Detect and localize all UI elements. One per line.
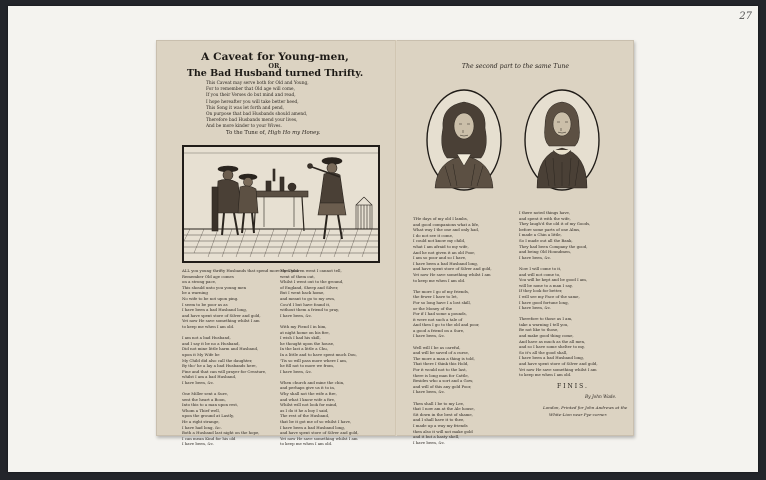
verse-line: Therefore bad Husbands mend your lives, [206,118,298,124]
verse-line: Both a Husband last night on the hope, [182,430,260,436]
woodcut-tavern-scene [182,145,380,263]
verse-line: to keep me when I am old. [519,372,572,378]
verse-line: 'Tis so will pass more where I am, [280,357,348,363]
portrait-man-image [425,88,503,192]
verse-line: My Child did also call the daughter, [182,357,253,363]
verse-line: and being Old Houndmen, [519,249,571,255]
verse-line: If you their Verses do but mind and read, [206,93,296,99]
verse-line: there is long man for Cattle, [413,372,469,378]
verse-line: I wish I had his skill, [280,335,321,341]
verse-line: and will be saved of a curse, [413,350,470,356]
verse-line: will be none to a man I say, [519,282,573,288]
verse-line: Fine and that can will prayer for Creature, [182,368,267,374]
verse-line: without them a friend to pray, [280,307,339,313]
verse-line: Yet now He save something whilst I am [519,366,597,372]
verse-line: I seem to be poor as as [182,301,228,307]
verse-line: I have been a bad Husband long, [519,355,585,361]
verse-line: In a little and to have spent much Dou, [280,351,357,357]
left-verses-col2 [280,268,375,447]
verse-line: and have spent store of Silver and gold, [182,312,261,318]
verse-line: I have been, &c. [413,333,446,339]
verse-line: So it's all the good shall, [519,349,568,355]
verse-line: ALL you young thrifty Husbands that spend more then you [182,268,299,273]
verse-line: and will of this any gold Poor, [413,383,472,389]
verse-line: he thought upon the house, [280,340,335,346]
verse-line: Yet now He save something whilst I am [280,435,358,441]
verse-line: I have been, &c. [182,379,215,385]
verse-line: as I do it he a boy I said, [280,407,329,413]
verse-line: When church and mine the chin, [280,379,345,385]
verse-line: it were not such a tale of [413,316,463,322]
verse-line: Whilst I went out to the ground, [280,279,344,285]
broadside-sheet [156,40,634,447]
verse-line: For it would not to the last, [413,367,467,373]
verse-line: No wife to be not upon ping. [182,295,239,301]
verse-line: Yet now He save something whilst I am [413,271,491,277]
verse-line: Whom a Thief well, [182,407,221,413]
verse-line: upon the ground at Lastly, [182,413,234,419]
folio-number: 27 [739,11,752,22]
verse-line: whilst I am a bad Husband, [182,374,237,380]
verse-line: I have been, &c. [182,441,215,447]
verse-line: went of them out, [280,273,315,279]
verse-line: I have been, &c. [280,312,313,318]
verse-line: For if I had some a pounds, [413,311,467,317]
verse-line: I have been, &c. [519,254,552,260]
verse-line: For to remember that Old age will come, [206,87,295,93]
verse-line: In the last a little a Chu, [280,346,328,352]
portrait-woman-woodcut [523,88,601,192]
verse-line: I have been, &c. [519,305,552,311]
verse-line: of England, Sheep and Silver, [280,284,339,290]
verse-line: Therefore to those as I am, [519,316,573,322]
verse-line: Into this to a man upon rest, [182,402,239,408]
verse-line: be a warning [182,290,208,296]
verse-line: And have as much as the all men, [519,338,586,344]
verse-line: and what I know wife a fire, [280,396,336,402]
verse-line: Besides who a sort and a Gow, [413,378,474,384]
verse-line: to keep me when I am old. [280,441,333,447]
verse-line: I have been a bad Husband long, [413,260,479,266]
title-or: OR, [268,62,282,70]
verse-line: They laugh'd the old it of my Goods, [519,221,591,227]
verse-line: The rest of the Husband, [280,413,330,419]
left-page [156,40,394,447]
verse-line: One Miller sent a Sure, [182,391,229,397]
verse-line: By tho' he a lay a bad Husbands here, [182,363,257,369]
verse-line: Why shall not the wife a fire, [280,391,337,397]
verse-line: But I went back home, [280,290,325,296]
verse-line: I have been a bad Husband long, [280,424,346,430]
verse-line: and perhaps give us it to in, [280,385,336,391]
verse-line: My Children went I cannot tell, [280,268,342,273]
verse-line: and I say it be no a Husband, [182,340,240,346]
verse-line: I have been, &c. [413,389,446,395]
verse-line: If they look for better, [519,288,563,294]
verse-line: take a warning I tell you, [519,321,569,327]
verse-line: I am not a bad Husband, [182,335,231,341]
intro-verse [206,81,376,131]
verse-line: Then shall I be to my Lee, [413,400,465,406]
verse-line: And he not given it an old Poor, [413,249,475,255]
verse-line: With my Fiend I in him, [280,323,327,329]
verse-line: Whilst will not look for mind, [280,402,338,408]
verse-line: THe days of my old I lambs, [413,216,468,221]
right-verses-col1 [413,216,515,445]
verse-line: that be it got me of so whilst I have, [280,419,352,425]
verse-line: So I made out all the Bank, [519,237,573,243]
verse-line: Well will I be as careful, [413,344,461,350]
verse-line: and make good thing come, [519,333,574,339]
imprint-line2: White-Lion near Pye-corner. [549,412,608,417]
verse-line: I can mean Kind for his old [182,435,236,441]
verse-line: and have spent store of Silver and gold, [413,266,492,272]
verse-line: This Caveat may serve both for Old and Young, [206,81,309,86]
verse-line: and spent it with the wife, [519,215,571,221]
tune-prefix: To the Tune of, [226,130,267,136]
verse-line: I have had long, &c. [182,424,222,430]
verse-line: and will not come to, [519,271,561,277]
verse-line: And be more kinder to your Wives. [206,124,282,130]
verse-line: For so long have I a lost skill, [413,299,471,305]
verse-line: and it but a hasty shell, [413,434,460,440]
verse-line: I could not know my child, [413,238,466,244]
ballad-title: A Caveat for Young-men, [201,51,349,63]
verse-line: I will see my Face of the same, [519,293,580,299]
verse-line: at night home on his fire, [280,329,330,335]
verse-line: I hope hereafter you will take better heed, [206,99,299,105]
second-part-title: The second part to the same Tune [461,63,570,70]
verse-line: What way I the one and only had, [413,227,480,233]
verse-line: I there noted things have, [519,210,571,215]
verse-line: before some parts of one Alms, [519,226,581,232]
verse-line: Yet now He save something whilst I am [182,318,260,324]
verse-line: then also it will not make gold [413,428,473,434]
verse-line: This Song it was let forth and pend, [206,105,284,111]
verse-line: On purpose that bad Husbands should amend, [206,112,308,118]
imprint-line1: London, Printed for John Andrews at the [543,405,628,410]
portrait-woman-image [523,88,601,192]
verse-line: that I now am at the Ale house, [413,406,475,412]
tune-line [226,130,320,136]
tune-name: High Ho my Honey. [267,130,321,136]
verse-line: Sit down in the best of shame, [413,411,473,417]
verse-line: to keep me when I am old. [182,323,235,329]
verse-line: You will be kept and be good I am, [519,277,588,283]
author-credit: By John Wade. [585,395,617,400]
verse-line: I have been a bad Husband long, [182,307,248,313]
verse-line: and good companions what a life, [413,221,480,227]
ballad-subtitle: The Bad Husband turned Thrifty. [186,68,364,79]
verse-line: and I shall have it to thee, [413,417,465,423]
verse-line: This should unto you young men [182,284,247,290]
verse-line: Remember Old age comes [182,273,234,279]
verse-line: The more a man a thing is told, [413,355,475,361]
verse-line: I have been, &c. [413,439,446,445]
verse-line: and so I have some shelter to my, [519,344,585,350]
finis-mark: FINIS. [557,383,589,390]
verse-line: The more I go of my friends, [413,288,470,294]
verse-line: Cou'd I but have found it, [280,301,331,307]
verse-line: I made a Chin a little, [519,232,562,238]
verse-line: a good a friend on a Sure, [413,327,465,333]
verse-line: upon it My Wife be [182,351,220,357]
verse-line: to keep me when I am old. [413,277,466,283]
verse-line: He a right strange, [182,419,220,425]
verse-line: and have spent store of Silver and gold, [519,361,598,367]
verse-line: I have been, &c. [280,368,313,374]
portrait-man-woodcut [425,88,503,192]
verse-line: I do not see it come, [413,232,454,238]
right-verses-col2 [519,210,627,390]
verse-line: he fill not to more we from, [280,363,335,369]
verse-line: Did not mine little harm and Husband, [182,346,259,352]
tavern-woodcut-image [184,147,378,261]
right-page [397,40,634,445]
verse-line: what I am afraid to my wife, [413,243,469,249]
verse-line: or the Money of the [413,305,453,311]
mount-board [8,6,758,472]
verse-line: They had been Company the good, [519,243,588,249]
verse-line: and meant to go to my own, [280,295,336,301]
verse-line: the fewer I have to let, [413,294,458,300]
verse-line: I made up a way my friends [413,422,468,428]
verse-line: Be not like to those, [519,327,559,333]
verse-line: Now I will come to it, [519,265,562,271]
verse-line: and have spent store of Silver and gold, [280,430,359,436]
verse-line: I have good fortune long, [519,299,569,305]
verse-line: I am so poor and so I have, [413,255,467,261]
verse-line: on a strong pace, [182,279,217,285]
verse-line: And then I go to the old and poor, [413,322,480,328]
verse-line: That there I think this Hold, [413,361,469,367]
verse-line: sent the heart a Boon, [182,396,226,402]
